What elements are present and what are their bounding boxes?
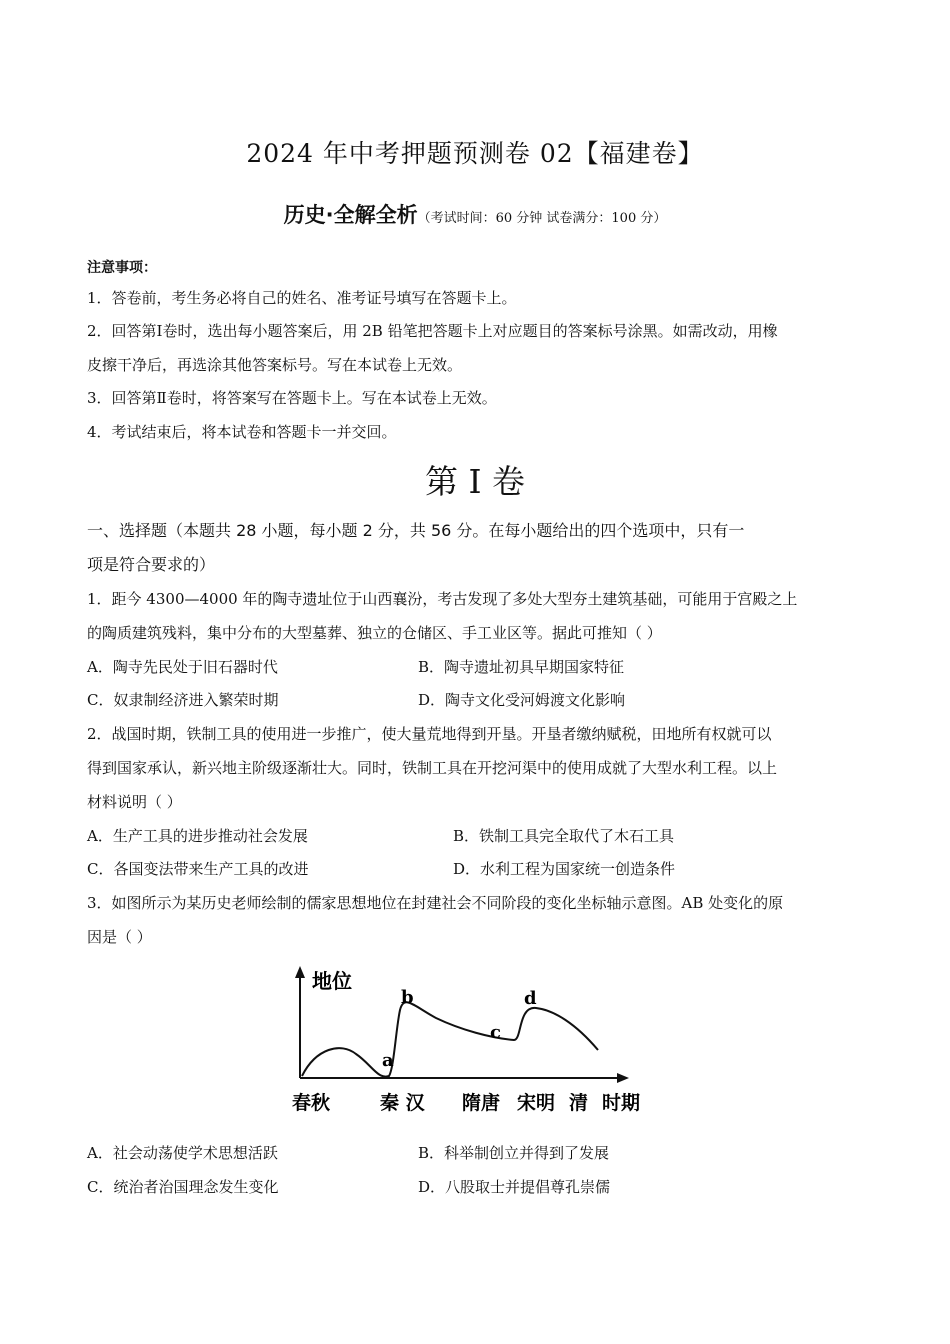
subtitle-main: 历史·全解全析 [283, 203, 418, 227]
question-3-text: 3．如图所示为某历史老师绘制的儒家思想地位在封建社会不同阶段的变化坐标轴示意图。AB 处变化的原 [87, 894, 784, 912]
question-2-text: 2．战国时期，铁制工具的使用进一步推广，使大量荒地得到开垦。开垦者缴纳赋税，田地所有权就可以 [87, 725, 772, 743]
notice-item: 3．回答第Ⅱ卷时，将答案写在答题卡上。写在本试卷上无效。 [87, 389, 497, 407]
q2-option-d[interactable]: D．水利工程为国家统一创造条件 [453, 860, 676, 878]
status-curve-diagram [286, 958, 656, 1118]
x-tick-label: 春秋 [292, 1092, 331, 1114]
question-2-text: 得到国家承认，新兴地主阶级逐渐壮大。同时，铁制工具在开挖河渠中的使用成就了大型水利工程。以上 [87, 759, 778, 777]
point-label-d: d [524, 988, 537, 1009]
y-axis-label: 地位 [312, 969, 352, 993]
q3-option-b[interactable]: B．科举制创立并得到了发展 [418, 1144, 610, 1162]
page-title: 2024 年中考押题预测卷 02【福建卷】 [246, 139, 704, 168]
y-axis-arrow [295, 966, 305, 978]
x-tick-label: 宋明 [517, 1092, 556, 1114]
q1-option-d[interactable]: D．陶寺文化受河姆渡文化影响 [418, 691, 626, 709]
q3-option-c[interactable]: C．统治者治国理念发生变化 [87, 1178, 279, 1196]
q2-option-c[interactable]: C．各国变法带来生产工具的改进 [87, 860, 309, 878]
x-tick-label: 清 [569, 1092, 589, 1114]
x-tick-label: 隋唐 [462, 1092, 501, 1114]
question-3-text: 因是（ ） [87, 928, 152, 946]
section-heading-cont: 项是符合要求的） [87, 555, 216, 574]
page-subtitle [0, 199, 950, 229]
x-axis-label: 时期 [602, 1092, 641, 1114]
point-label-b: b [401, 987, 414, 1008]
notice-item: 4．考试结束后，将本试卷和答题卡一并交回。 [87, 423, 397, 441]
x-tick-label: 秦 汉 [380, 1092, 425, 1114]
q3-option-a[interactable]: A．社会动荡使学术思想活跃 [87, 1144, 278, 1162]
volume-title: 第 I 卷 [424, 462, 525, 501]
q1-option-b[interactable]: B．陶寺遗址初具早期国家特征 [418, 658, 625, 676]
subtitle-note: （考试时间：60 分钟 试卷满分：100 分） [417, 211, 667, 226]
point-label-a: a [382, 1050, 394, 1071]
q3-option-d[interactable]: D．八股取士并提倡尊孔崇儒 [418, 1178, 611, 1196]
question-1-text: 1．距今 4300—4000 年的陶寺遗址位于山西襄汾，考古发现了多处大型夯土建筑基础，可能用于宫殿之上 [87, 590, 798, 608]
q2-option-a[interactable]: A．生产工具的进步推动社会发展 [87, 827, 308, 845]
confucianism-status-figure [286, 958, 656, 1122]
status-curve [302, 1002, 598, 1076]
point-label-c: c [490, 1022, 501, 1043]
notice-heading: 注意事项： [87, 260, 157, 276]
notice-item: 2．回答第Ⅰ卷时，选出每小题答案后，用 2B 铅笔把答题卡上对应题目的答案标号涂黑。如需改动，用橡 [87, 322, 778, 340]
notice-item: 1．答卷前，考生务必将自己的姓名、准考证号填写在答题卡上。 [87, 289, 517, 307]
q1-option-c[interactable]: C．奴隶制经济进入繁荣时期 [87, 691, 279, 709]
question-1-text: 的陶质建筑残料，集中分布的大型墓葬、独立的仓储区、手工业区等。据此可推知（ ） [87, 624, 662, 642]
q2-option-b[interactable]: B．铁制工具完全取代了木石工具 [453, 827, 675, 845]
x-axis-arrow [617, 1073, 629, 1083]
section-heading: 一、选择题（本题共 28 小题，每小题 2 分，共 56 分。在每小题给出的四个选项中，只有一 [87, 521, 745, 540]
q1-option-a[interactable]: A．陶寺先民处于旧石器时代 [87, 658, 278, 676]
question-2-text: 材料说明（ ） [87, 793, 182, 811]
notice-item: 皮擦干净后，再选涂其他答案标号。写在本试卷上无效。 [87, 356, 463, 374]
